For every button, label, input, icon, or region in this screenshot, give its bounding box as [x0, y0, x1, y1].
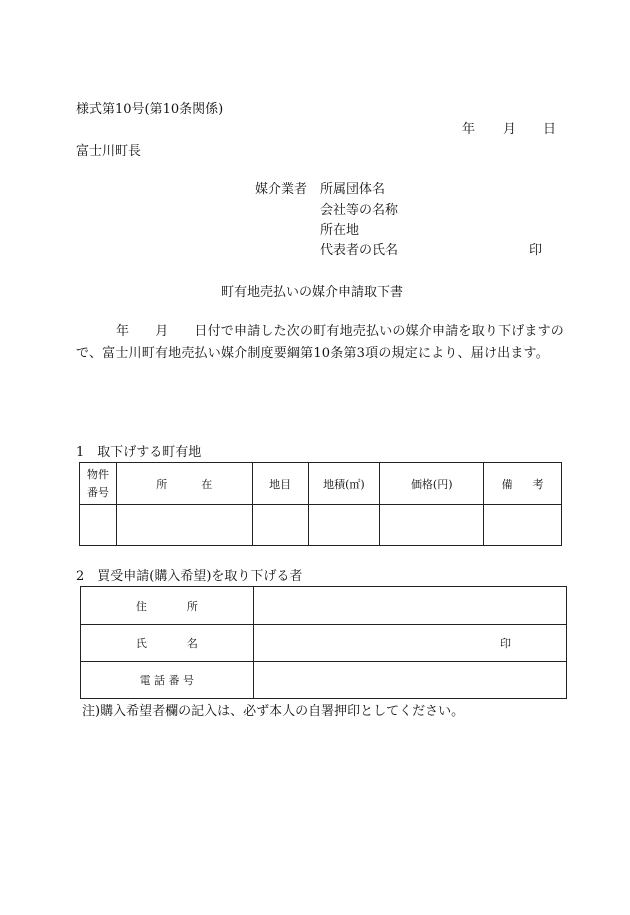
label-address: 住 所 [81, 587, 254, 625]
body-text: 日付で申請した次の町有地売払いの媒介申請を取り下げますので、富士川町有地売払い媒介制度要綱第10条第3項の規定により、届け出ます。 [76, 324, 565, 361]
cell-location[interactable] [116, 505, 252, 546]
cell-land-category[interactable] [252, 505, 308, 546]
addressee: 富士川町長 [76, 144, 142, 159]
property-table [79, 462, 562, 546]
broker-representative: 代表者の氏名 [320, 243, 399, 258]
cell-price[interactable] [380, 505, 484, 546]
broker-address: 所在地 [320, 223, 360, 238]
page-title: 町有地売払いの媒介申請取下書 [221, 285, 404, 300]
broker-company-name: 会社等の名称 [320, 203, 399, 218]
property-table-header [80, 463, 562, 505]
table-row [81, 625, 567, 662]
table-row [81, 587, 567, 625]
cell-property-no[interactable] [80, 505, 117, 546]
body-year: 年 [116, 324, 130, 339]
broker-seal: 印 [529, 243, 543, 258]
section2-heading: 2 買受申請(購入希望)を取り下げる者 [76, 569, 303, 584]
header-price: 価格(円) [380, 463, 484, 505]
header-location: 所 在 [116, 463, 252, 505]
field-name[interactable] [253, 625, 566, 662]
broker-org-name: 所属団体名 [320, 182, 386, 197]
table-row [81, 662, 567, 699]
form-number: 様式第10号(第10条関係) [76, 102, 224, 117]
date-month: 月 [503, 122, 517, 137]
cell-area[interactable] [308, 505, 380, 546]
table-row [80, 505, 562, 546]
field-phone[interactable] [253, 662, 566, 699]
applicant-table [80, 586, 567, 699]
body-paragraph [76, 321, 566, 365]
label-name: 氏 名 [81, 625, 254, 662]
date-year: 年 [462, 122, 476, 137]
header-remarks: 備 考 [484, 463, 562, 505]
applicant-seal: 印 [500, 637, 511, 650]
body-month: 月 [155, 324, 169, 339]
footnote: 注)購入希望者欄の記入は、必ず本人の自署押印としてください。 [82, 704, 465, 719]
field-address[interactable] [253, 587, 566, 625]
label-phone: 電 話 番 号 [81, 662, 254, 699]
cell-remarks[interactable] [484, 505, 562, 546]
section1-heading: 1 取下げする町有地 [76, 445, 202, 460]
broker-label: 媒介業者 [255, 182, 308, 197]
header-area: 地積(㎡) [308, 463, 380, 505]
header-land-category: 地目 [252, 463, 308, 505]
header-property-no: 物件 番号 [80, 463, 117, 505]
date-day: 日 [543, 122, 557, 137]
